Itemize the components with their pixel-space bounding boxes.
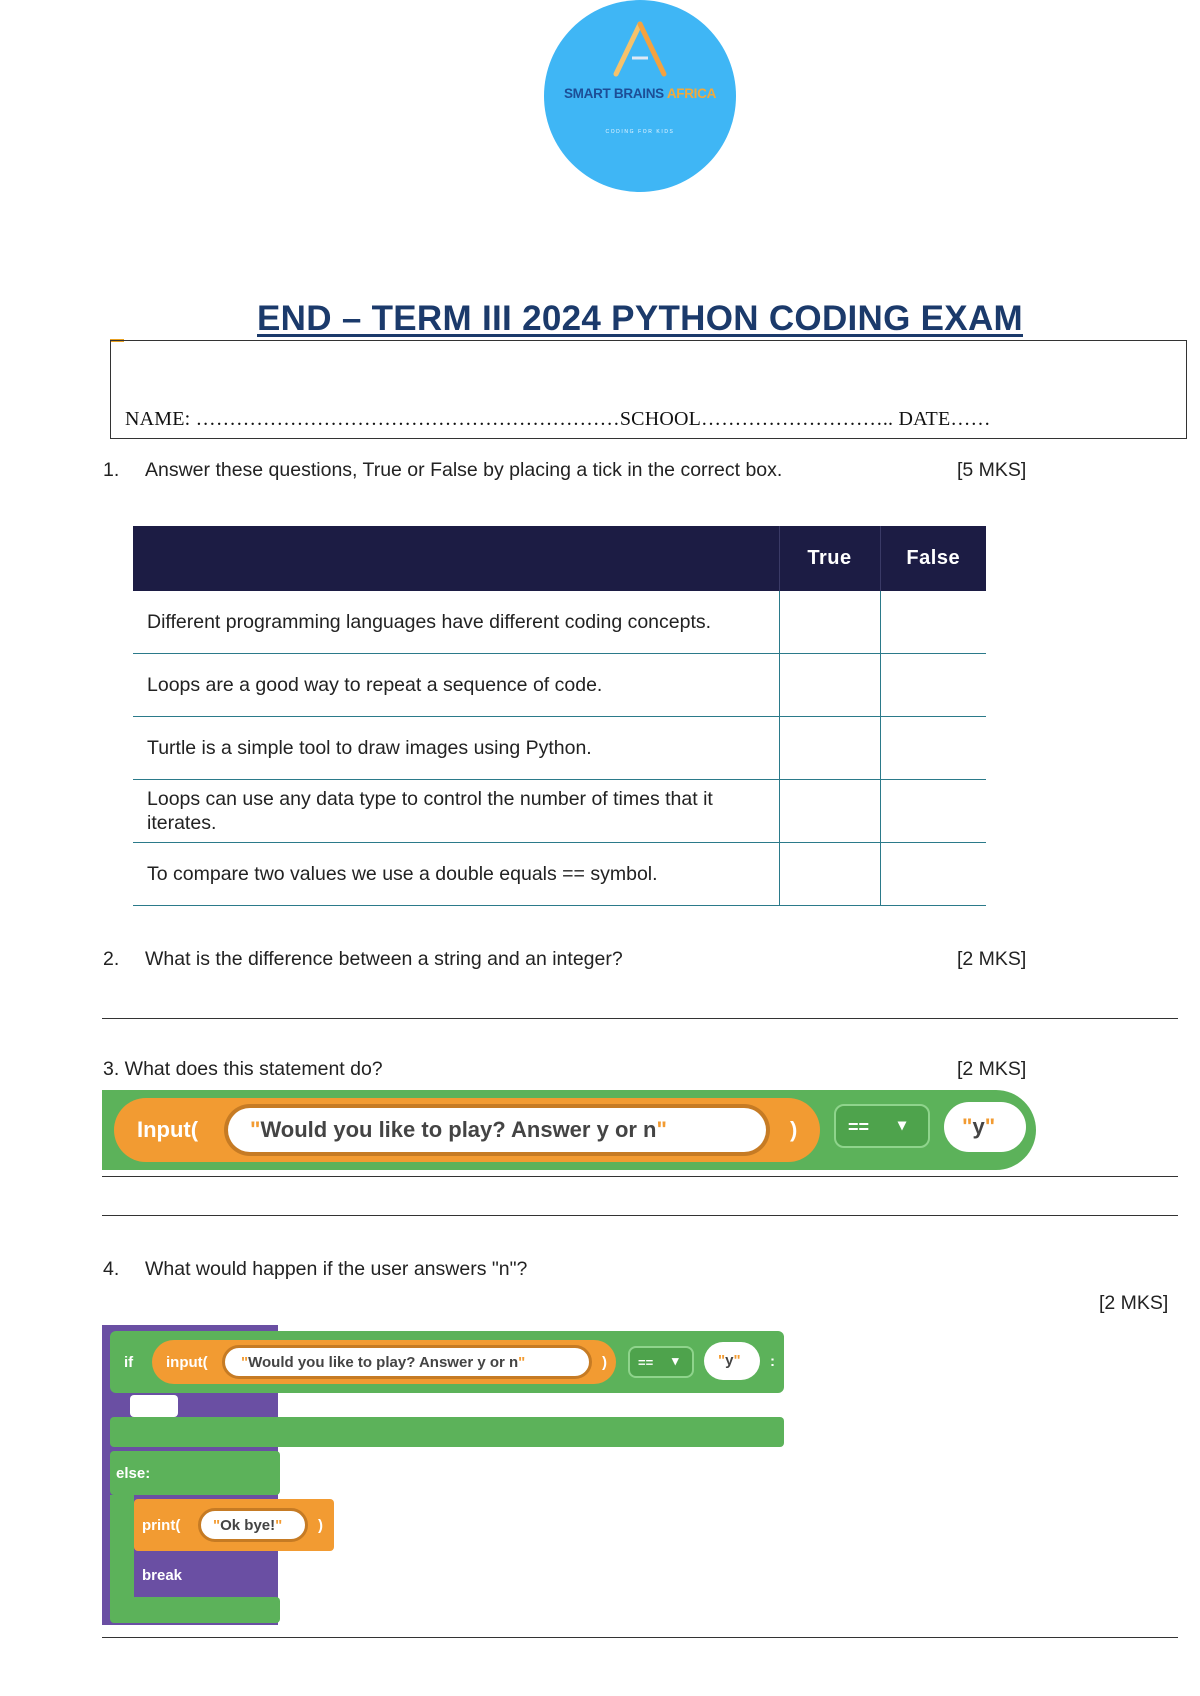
q1-number: 1.: [103, 459, 120, 481]
print-block: [134, 1499, 334, 1551]
if-input-func: input(: [166, 1354, 208, 1371]
if-block: [110, 1331, 784, 1393]
exam-title: END – TERM III 2024 PYTHON CODING EXAM: [257, 299, 1023, 338]
true-checkbox-cell[interactable]: [779, 717, 880, 780]
if-compare-literal: "y": [704, 1342, 760, 1380]
q4-number: 4.: [103, 1258, 120, 1280]
q3-code-block: [102, 1090, 1036, 1170]
table-header-row: [133, 526, 986, 591]
true-checkbox-cell[interactable]: [779, 654, 880, 717]
q1-text: Answer these questions, True or False by placing a tick in the correct box.: [145, 459, 783, 481]
false-checkbox-cell[interactable]: [880, 654, 986, 717]
table-row: [133, 717, 986, 780]
statement-cell: Loops can use any data type to control the number of times that it iterates.: [133, 780, 779, 843]
if-input-block: [152, 1340, 616, 1384]
q3-input-func: Input(: [137, 1117, 199, 1142]
q2-text: What is the difference between a string and an integer?: [145, 948, 623, 970]
q3-text: 3. What does this statement do?: [103, 1058, 383, 1080]
print-close-paren: ): [318, 1517, 323, 1534]
q3-marks: [2 MKS]: [957, 1058, 1027, 1080]
q4-marks: [2 MKS]: [1099, 1292, 1169, 1314]
false-checkbox-cell[interactable]: [880, 717, 986, 780]
statement-cell: To compare two values we use a double equals == symbol.: [133, 843, 779, 906]
table-header-true: True: [779, 526, 880, 591]
q3-string-shadow: [224, 1104, 770, 1156]
logo-brand-text: SMART BRAINS AFRICA: [563, 86, 717, 101]
q4-code-block: [102, 1325, 792, 1625]
statement-cell: Turtle is a simple tool to draw images using Python.: [133, 717, 779, 780]
if-string-literal: "Would you like to play? Answer y or n": [222, 1345, 592, 1379]
q2-number: 2.: [103, 948, 120, 970]
dropdown-arrow-icon: ▾: [898, 1117, 907, 1134]
q3-operator-dropdown[interactable]: == ▾: [834, 1104, 930, 1148]
table-header-false: False: [880, 526, 986, 591]
else-block-bottom: [110, 1597, 280, 1623]
table-row: [133, 654, 986, 717]
statement-cell: Different programming languages have different coding concepts.: [133, 591, 779, 654]
print-func: print(: [142, 1517, 181, 1534]
table-header-statement: [133, 526, 779, 591]
else-side: [110, 1495, 134, 1605]
print-string-literal: "Ok bye!": [198, 1508, 308, 1542]
q3-input-block: [114, 1098, 820, 1162]
if-empty-slot[interactable]: [130, 1395, 178, 1417]
q3-close-paren: ): [790, 1117, 798, 1142]
false-checkbox-cell[interactable]: [880, 843, 986, 906]
logo: [544, 0, 736, 192]
q3-string-literal: "Would you like to play? Answer y or n": [228, 1108, 766, 1152]
q2-answer-line[interactable]: [102, 1018, 1178, 1019]
else-keyword: else:: [116, 1465, 151, 1482]
logo-tagline: CODING FOR KIDS: [605, 129, 675, 135]
student-info-line: NAME: ………………………………………………………SCHOOL……………………….. DATE……: [125, 408, 991, 430]
if-keyword: if: [124, 1354, 134, 1371]
q3-answer-line-2[interactable]: [102, 1215, 1178, 1216]
statement-cell: Loops are a good way to repeat a sequence of code.: [133, 654, 779, 717]
table-row: [133, 780, 986, 843]
false-checkbox-cell[interactable]: [880, 780, 986, 843]
break-keyword: break: [142, 1567, 183, 1584]
else-block: [110, 1451, 280, 1495]
logo-mark-icon: [610, 20, 670, 78]
true-false-table: [133, 526, 986, 906]
q2-marks: [2 MKS]: [957, 948, 1027, 970]
q1-marks: [5 MKS]: [957, 459, 1027, 481]
true-checkbox-cell[interactable]: [779, 843, 880, 906]
true-checkbox-cell[interactable]: [779, 780, 880, 843]
q3-compare-literal: "y": [944, 1102, 1026, 1152]
dropdown-arrow-icon: ▾: [672, 1353, 679, 1368]
if-close-paren: ): [602, 1354, 607, 1371]
table-row: [133, 591, 986, 654]
q4-answer-line[interactable]: [102, 1637, 1178, 1638]
q3-answer-line-1[interactable]: [102, 1176, 1178, 1177]
if-operator-dropdown[interactable]: == ▾: [628, 1346, 694, 1378]
if-colon: :: [770, 1353, 775, 1370]
true-checkbox-cell[interactable]: [779, 591, 880, 654]
break-block: [134, 1553, 202, 1597]
false-checkbox-cell[interactable]: [880, 591, 986, 654]
q4-text: What would happen if the user answers "n"?: [145, 1258, 528, 1280]
table-row: [133, 843, 986, 906]
if-block-bottom: [110, 1417, 784, 1447]
